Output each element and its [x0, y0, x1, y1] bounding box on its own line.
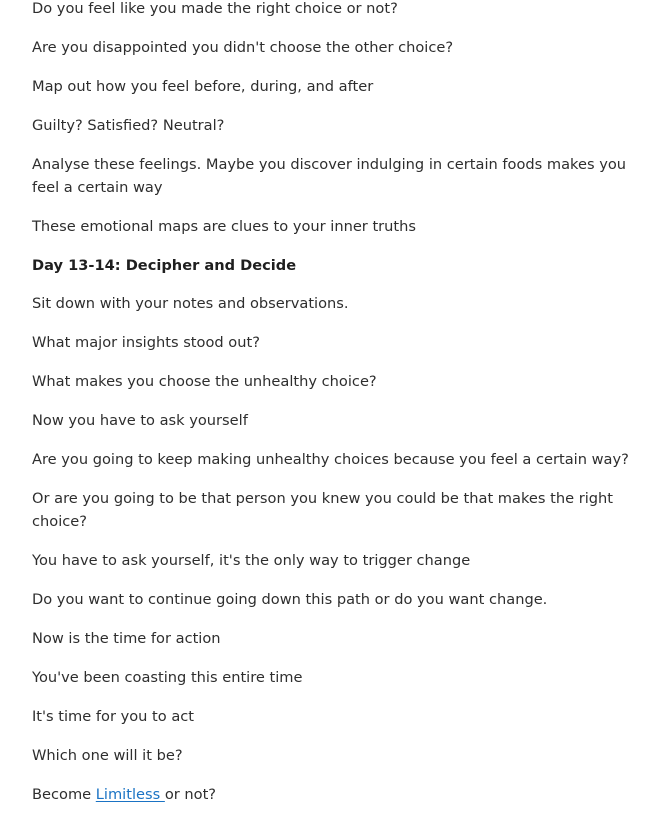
paragraph: Which one will it be? [32, 746, 183, 764]
paragraph: What major insights stood out? [32, 334, 260, 352]
paragraph: Now you have to ask yourself [32, 412, 248, 430]
paragraph: Are you going to keep making unhealthy choices because you feel a certain way? [32, 451, 629, 469]
paragraph: Do you feel like you made the right choice or not? [32, 0, 398, 17]
final-prefix: Become [32, 785, 96, 803]
paragraph: Now is the time for action [32, 629, 221, 647]
final-suffix: or not? [164, 785, 217, 803]
paragraph: Map out how you feel before, during, and after [32, 77, 374, 95]
paragraph: You've been coasting this entire time [32, 668, 303, 686]
paragraph: You have to ask yourself, it's the only way to trigger change [32, 551, 471, 569]
article-body [32, 0, 652, 823]
paragraph: Guilty? Satisfied? Neutral? [32, 116, 225, 134]
section-heading: Day 13-14: Decipher and Decide [32, 256, 297, 274]
limitless-link[interactable]: Limitless [95, 785, 165, 803]
final-paragraph [32, 784, 652, 807]
paragraph: Are you disappointed you didn't choose the other choice? [32, 38, 454, 56]
paragraph: Sit down with your notes and observations. [32, 295, 349, 313]
paragraph: Analyse these feelings. Maybe you discover indulging in certain foods makes you feel a certain way [32, 155, 627, 196]
paragraph: What makes you choose the unhealthy choice? [32, 373, 377, 391]
paragraph: Or are you going to be that person you knew you could be that makes the right choice? [32, 490, 613, 530]
paragraph: These emotional maps are clues to your inner truths [32, 217, 416, 235]
paragraph: It's time for you to act [32, 707, 195, 725]
paragraph: Do you want to continue going down this path or do you want change. [32, 590, 548, 608]
